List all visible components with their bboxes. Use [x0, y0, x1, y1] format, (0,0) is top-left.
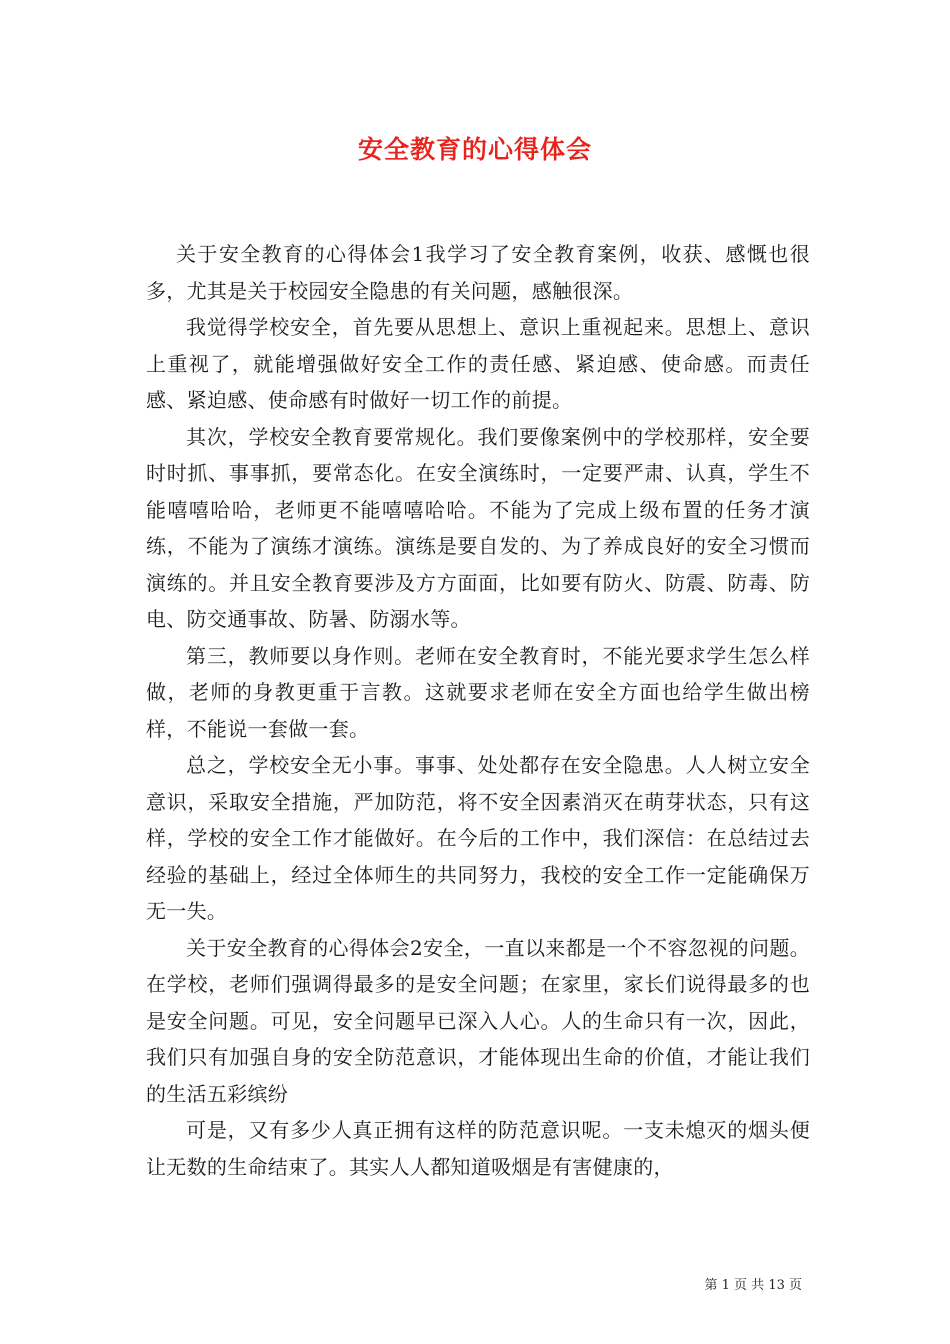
paragraph-1: 关于安全教育的心得体会1我学习了安全教育案例，收获、感慨也很多，尤其是关于校园安全隐患的有关问题，感触很深。	[146, 242, 810, 303]
paragraph-6: 关于安全教育的心得体会2安全，一直以来都是一个不容忽视的问题。在学校，老师们强调得最多的是安全问题；在家里，家长们说得最多的也是安全问题。可见，安全问题早已深入人心。人的生命只有一次，因此，我们只有加强自身的安全防范意识，才能体现出生命的价值，才能让我们的生活五彩缤纷	[146, 935, 810, 1106]
paragraph-7: 可是，又有多少人真正拥有这样的防范意识呢。一支未熄灭的烟头便让无数的生命结束了。其实人人都知道吸烟是有害健康的，	[146, 1118, 810, 1179]
document-title: 安全教育的心得体会	[357, 135, 592, 164]
paragraph-2: 我觉得学校安全，首先要从思想上、意识上重视起来。思想上、意识上重视了，就能增强做好安全工作的责任感、紧迫感、使命感。而责任感、紧迫感、使命感有时做好一切工作的前提。	[146, 315, 810, 412]
paragraph-5: 总之，学校安全无小事。事事、处处都存在安全隐患。人人树立安全意识，采取安全措施，严加防范，将不安全因素消灭在萌芽状态，只有这样，学校的安全工作才能做好。在今后的工作中，我们深信：在总结过去经验的基础上，经过全体师生的共同努力，我校的安全工作一定能确保万无一失。	[146, 753, 810, 923]
page-number-footer: 第 1 页 共 13 页	[704, 1278, 802, 1293]
document-body	[146, 236, 810, 1185]
paragraph-4: 第三，教师要以身作则。老师在安全教育时，不能光要求学生怎么样做，老师的身教更重于言教。这就要求老师在安全方面也给学生做出榜样，不能说一套做一套。	[146, 643, 810, 741]
paragraph-3: 其次，学校安全教育要常规化。我们要像案例中的学校那样，安全要时时抓、事事抓，要常态化。在安全演练时，一定要严肃、认真，学生不能嘻嘻哈哈，老师更不能嘻嘻哈哈。不能为了完成上级布置的任务才演练，不能为了演练才演练。演练是要自发的、为了养成良好的安全习惯而演练的。并且安全教育要涉及方方面面，比如要有防火、防震、防毒、防电、防交通事故、防暑、防溺水等。	[146, 424, 810, 631]
